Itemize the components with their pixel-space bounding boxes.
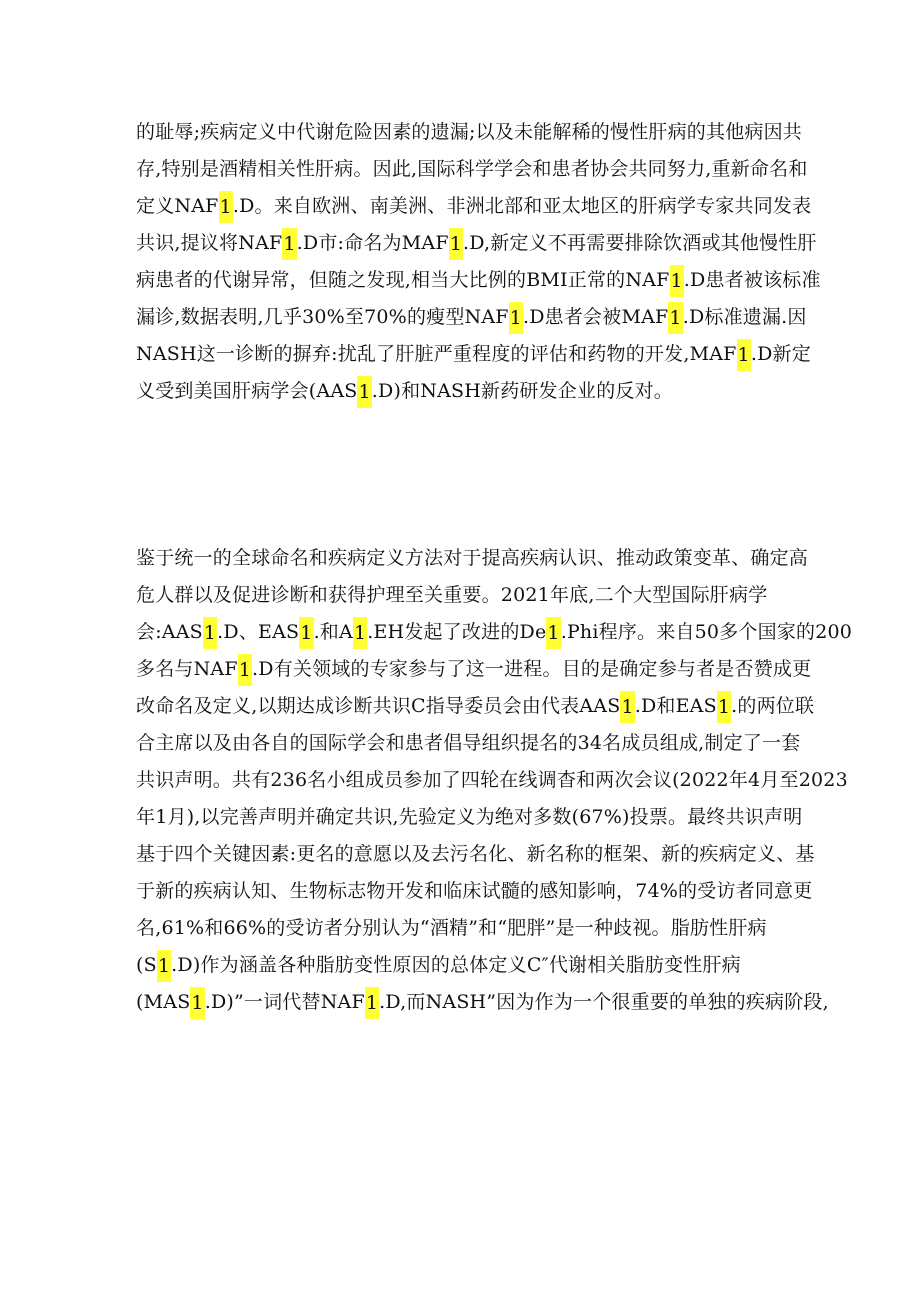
text-line [136, 373, 796, 410]
text-line [136, 984, 829, 1021]
text-line [136, 725, 801, 762]
highlighted-char: 1 [219, 191, 233, 223]
highlighted-char: 1 [449, 228, 463, 260]
text-segment: 定义NAF [136, 195, 219, 217]
text-segment: .D。来自欧洲、南美洲、非洲北部和亚太地区的肝病学专家共同发表 [232, 195, 812, 217]
text-segment: .D)”一词代替NAF [204, 991, 365, 1013]
paragraph-2 [136, 540, 853, 1021]
text-segment: .D,新定义不再需要排除饮酒或其他慢性肝 [463, 232, 817, 254]
text-line [136, 614, 853, 651]
text-segment: 多名与NAF [136, 658, 238, 680]
text-segment: 危人群以及促进诊断和获得护理至关重要。2021年底,二个大型国际肝病学 [136, 584, 768, 606]
text-line [136, 762, 848, 799]
text-segment: 合主席以及由各自的国际学会和患者倡导组织提名的34名成员组成,制定了一套 [136, 732, 801, 754]
highlighted-char: 1 [157, 950, 171, 982]
text-line [136, 540, 809, 577]
highlighted-char: 1 [190, 987, 204, 1019]
text-line [136, 188, 812, 225]
text-line [136, 651, 812, 688]
text-line [136, 873, 813, 910]
text-segment: .D患者被该标准 [683, 269, 821, 291]
text-segment: 改命名及定义,以期达成诊断共识C指导委员会由代表AAS [136, 695, 621, 717]
text-segment: NASH这一诊断的摒弃:扰乱了肝脏严重程度的评估和药物的开发,MAF [136, 343, 737, 365]
text-segment: 病患者的代谢异常，但随之发现,相当大比例的BMI正常的NAF [136, 269, 670, 291]
highlighted-char: 1 [546, 617, 560, 649]
text-segment: 共识,提议将NAF [136, 232, 283, 254]
highlighted-char: 1 [620, 691, 634, 723]
highlighted-char: 1 [509, 302, 523, 334]
text-line [136, 299, 807, 336]
text-segment: .D)和NASH新药研发企业的反对。 [371, 380, 673, 402]
highlighted-char: 1 [717, 691, 731, 723]
text-line [136, 151, 808, 188]
highlighted-char: 1 [353, 617, 367, 649]
text-segment: 漏诊,数据表明,几乎30%至70%的瘦型NAF [136, 306, 509, 328]
text-line [136, 577, 796, 614]
text-segment: 年1月),以完善声明并确定共识,先验定义为绝对多数(67%)投票。最终共识声明 [136, 806, 803, 828]
text-line [136, 799, 803, 836]
text-segment: 于新的疾病认知、生物标志物开发和临床试髓的感知影响，74%的受访者同意更 [136, 880, 813, 902]
highlighted-char: 1 [737, 339, 751, 371]
highlighted-char: 1 [299, 617, 313, 649]
text-segment: .EH发起了改进的De [367, 621, 547, 643]
text-segment: .D)作为涵盖各种脂肪变性原因的总体定义C″代谢相关脂肪变性肝病 [171, 954, 741, 976]
text-segment: (MAS [136, 991, 191, 1013]
text-segment: .Phi程序。来自50多个国家的200 [560, 621, 853, 643]
highlighted-char: 1 [282, 228, 296, 260]
text-segment: .D患者会被MAF [522, 306, 669, 328]
text-line [136, 262, 821, 299]
text-line [136, 947, 796, 984]
highlighted-char: 1 [365, 987, 379, 1019]
highlighted-char: 1 [238, 654, 252, 686]
text-segment: 基于四个关键因素:更名的意愿以及去污名化、新名称的框架、新的疾病定义、基 [136, 843, 815, 865]
highlighted-char: 1 [357, 376, 371, 408]
text-segment: .的两位联 [731, 695, 815, 717]
text-segment: .D标准遗漏.因 [682, 306, 807, 328]
text-line [136, 836, 815, 873]
text-segment: .和A [313, 621, 353, 643]
text-segment: 的耻辱;疾病定义中代谢危险因素的遗漏;以及未能解稀的慢性肝病的其他病因共 [136, 121, 803, 143]
text-segment: 名,61%和66%的受访者分别认为“酒精”和“肥胖”是一种歧视。脂肪性肝病 [136, 917, 767, 939]
highlighted-char: 1 [670, 265, 684, 297]
text-segment: .D市:命名为MAF [296, 232, 449, 254]
text-segment: 会:AAS [136, 621, 203, 643]
text-segment: .D、EAS [217, 621, 300, 643]
text-segment: 共识声明。共有236名小组成员参加了四轮在线调杳和两次会议(2022年4月至2023 [136, 769, 848, 791]
text-segment: .D和EAS [634, 695, 717, 717]
paragraph-1 [136, 114, 821, 410]
highlighted-char: 1 [668, 302, 682, 334]
text-line [136, 910, 796, 947]
text-segment: .D有关领域的专家参与了这一进程。目的是确定参与者是否赞成更 [252, 658, 812, 680]
text-segment: 义受到美国肝病学会(AAS [136, 380, 358, 402]
text-segment: 鉴于统一的全球命名和疾病定义方法对于提高疾病认识、推动政策变革、确定高 [136, 547, 809, 569]
text-line [136, 114, 803, 151]
text-segment: (S [136, 954, 157, 976]
text-segment: .D新定 [750, 343, 811, 365]
text-segment: .D,而NASH”因为作为一个很重要的单独的疾病阶段, [379, 991, 829, 1013]
text-segment: 存,特别是酒精相关性肝病。因此,国际科学学会和患者协会共同努力,重新命名和 [136, 158, 808, 180]
text-line [136, 336, 811, 373]
highlighted-char: 1 [203, 617, 217, 649]
text-line [136, 225, 817, 262]
text-line [136, 688, 815, 725]
